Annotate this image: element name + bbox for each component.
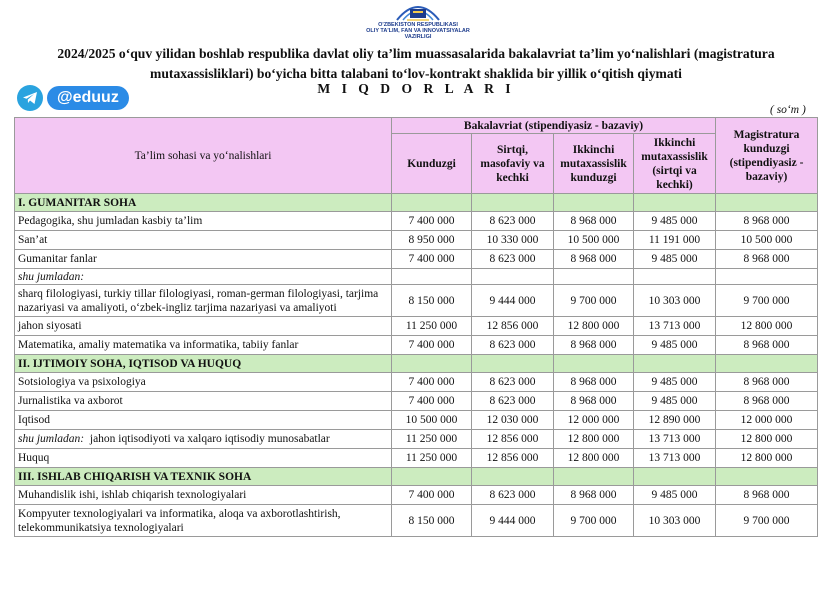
cell-kunduzgi: 7 400 000 [392, 336, 472, 355]
row-name: Kompyuter texnologiyalari va informatika, aloqa va axborotlashtirish, telekommunikatsiya texnologiyalari [15, 505, 392, 537]
header-magistr: Magistratura kunduzgi (stipendiyasiz - bazaviy) [716, 118, 818, 194]
row-name: sharq filologiyasi, turkiy tillar filologiyasi, roman-german filologiyasi, tarjima nazariyasi va amaliyoti, o‘zbek-ingliz tarjima nazariyasi va amaliyoti [15, 285, 392, 317]
cell-magistr: 8 968 000 [716, 212, 818, 231]
ministry-logo [383, 0, 453, 22]
row-name: shu jumladan: [15, 269, 392, 285]
ministry-name-line-3: VAZIRLIGI [404, 34, 432, 40]
cell-magistr: 12 800 000 [716, 449, 818, 468]
cell-magistr: 12 800 000 [716, 430, 818, 449]
cell-kunduzgi: 11 250 000 [392, 430, 472, 449]
cell-kunduzgi: 8 150 000 [392, 285, 472, 317]
cell-ikkinchi-sirtqi: 9 485 000 [634, 212, 716, 231]
row-name: jahon siyosati [15, 317, 392, 336]
cell-ikkinchi-kunduzgi: 12 000 000 [554, 411, 634, 430]
row-name: Gumanitar fanlar [15, 250, 392, 269]
row-name: Sotsiologiya va psixologiya [15, 373, 392, 392]
section-row [15, 468, 818, 486]
ministry-name-line-1: O'ZBEKISTON RESPUBLIKASI [378, 22, 458, 28]
cell-magistr: 9 700 000 [716, 505, 818, 537]
cell-ikkinchi-sirtqi: 10 303 000 [634, 505, 716, 537]
table-row [15, 231, 818, 250]
cell-sirtqi: 9 444 000 [472, 505, 554, 537]
cell-kunduzgi: 7 400 000 [392, 392, 472, 411]
ministry-name-line-2: OLIY TA'LIM, FAN VA INNOVATSIYALAR [366, 28, 470, 34]
document-subtitle: M I Q D O R L A R I [317, 81, 515, 96]
cell-ikkinchi-kunduzgi: 8 968 000 [554, 336, 634, 355]
cell-sirtqi: 8 623 000 [472, 250, 554, 269]
cell-ikkinchi-kunduzgi: 12 800 000 [554, 430, 634, 449]
header-field: Ta’lim sohasi va yo‘nalishlari [15, 118, 392, 194]
cell-ikkinchi-kunduzgi: 8 968 000 [554, 373, 634, 392]
table-row [15, 269, 818, 285]
section-title: I. GUMANITAR SOHA [15, 194, 392, 212]
cell-sirtqi: 10 330 000 [472, 231, 554, 250]
row-name: Huquq [15, 449, 392, 468]
cell-kunduzgi: 8 150 000 [392, 505, 472, 537]
table-row [15, 430, 818, 449]
cell-sirtqi: 12 030 000 [472, 411, 554, 430]
row-prefix: shu jumladan: [18, 433, 85, 445]
header-ikkinchi-sirtqi: Ikkinchi mutaxassislik (sirtqi va kechki) [634, 134, 716, 194]
row-name [15, 430, 392, 449]
telegram-badge[interactable] [17, 84, 129, 111]
cell-ikkinchi-sirtqi: 9 485 000 [634, 392, 716, 411]
table-row [15, 317, 818, 336]
table-row [15, 486, 818, 505]
telegram-icon [17, 85, 43, 111]
cell-kunduzgi: 11 250 000 [392, 449, 472, 468]
cell-kunduzgi: 7 400 000 [392, 373, 472, 392]
cell-sirtqi: 8 623 000 [472, 392, 554, 411]
cell-magistr: 8 968 000 [716, 486, 818, 505]
row-name: San’at [15, 231, 392, 250]
table-row [15, 336, 818, 355]
cell-kunduzgi: 7 400 000 [392, 212, 472, 231]
title-line-2: mutaxassisliklari) bo‘yicha bitta talabani to‘lov-kontrakt shaklida bir yillik o‘qitish qiymati [150, 66, 682, 81]
title-line-1: 2024/2025 o‘quv yilidan boshlab respublika davlat oliy ta’lim muassasalarida bakalavriat ta’lim yo‘nalishlari (magistratura [57, 46, 775, 61]
cell-kunduzgi: 7 400 000 [392, 250, 472, 269]
cell-kunduzgi: 11 250 000 [392, 317, 472, 336]
header-kunduzgi: Kunduzgi [392, 134, 472, 194]
row-name: Pedagogika, shu jumladan kasbiy ta’lim [15, 212, 392, 231]
cell-ikkinchi-sirtqi: 10 303 000 [634, 285, 716, 317]
cell-ikkinchi-sirtqi: 13 713 000 [634, 449, 716, 468]
cell-magistr: 10 500 000 [716, 231, 818, 250]
section-title: III. ISHLAB CHIQARISH VA TEXNIK SOHA [15, 468, 392, 486]
row-name: Jurnalistika va axborot [15, 392, 392, 411]
cell-sirtqi: 8 623 000 [472, 373, 554, 392]
cell-ikkinchi-sirtqi: 11 191 000 [634, 231, 716, 250]
cell-kunduzgi: 10 500 000 [392, 411, 472, 430]
cell-ikkinchi-kunduzgi: 8 968 000 [554, 250, 634, 269]
cell-ikkinchi-kunduzgi: 9 700 000 [554, 285, 634, 317]
section-row [15, 194, 818, 212]
cell-sirtqi: 12 856 000 [472, 317, 554, 336]
table-row [15, 392, 818, 411]
table-row [15, 505, 818, 537]
cell-magistr: 12 000 000 [716, 411, 818, 430]
cell-magistr: 8 968 000 [716, 250, 818, 269]
cell-ikkinchi-sirtqi: 9 485 000 [634, 486, 716, 505]
cell-sirtqi: 12 856 000 [472, 449, 554, 468]
cell-ikkinchi-kunduzgi: 8 968 000 [554, 212, 634, 231]
cell-sirtqi: 9 444 000 [472, 285, 554, 317]
cell-kunduzgi: 8 950 000 [392, 231, 472, 250]
ministry-name [330, 22, 506, 40]
section-row [15, 355, 818, 373]
tuition-table [14, 117, 818, 537]
cell-ikkinchi-sirtqi: 13 713 000 [634, 430, 716, 449]
cell-ikkinchi-sirtqi: 9 485 000 [634, 250, 716, 269]
cell-sirtqi: 8 623 000 [472, 336, 554, 355]
cell-sirtqi: 12 856 000 [472, 430, 554, 449]
row-name: Iqtisod [15, 411, 392, 430]
header-sirtqi: Sirtqi, masofaviy va kechki [472, 134, 554, 194]
document-title [40, 44, 792, 84]
cell-ikkinchi-kunduzgi: 12 800 000 [554, 449, 634, 468]
cell-sirtqi: 8 623 000 [472, 486, 554, 505]
section-title: II. IJTIMOIY SOHA, IQTISOD VA HUQUQ [15, 355, 392, 373]
table-row [15, 373, 818, 392]
table-row [15, 285, 818, 317]
row-name-text: jahon iqtisodiyoti va xalqaro iqtisodiy munosabatlar [89, 433, 330, 445]
cell-ikkinchi-sirtqi: 9 485 000 [634, 373, 716, 392]
cell-ikkinchi-kunduzgi: 8 968 000 [554, 486, 634, 505]
row-name: Matematika, amaliy matematika va informatika, tabiiy fanlar [15, 336, 392, 355]
cell-kunduzgi: 7 400 000 [392, 486, 472, 505]
table-row [15, 449, 818, 468]
table-row [15, 212, 818, 231]
header-bachelor: Bakalavriat (stipendiyasiz - bazaviy) [392, 118, 716, 134]
table-row [15, 250, 818, 269]
currency-unit: ( so‘m ) [770, 104, 806, 116]
row-name: Muhandislik ishi, ishlab chiqarish texnologiyalari [15, 486, 392, 505]
cell-ikkinchi-sirtqi: 9 485 000 [634, 336, 716, 355]
cell-magistr: 8 968 000 [716, 336, 818, 355]
cell-magistr: 9 700 000 [716, 285, 818, 317]
cell-ikkinchi-sirtqi: 12 890 000 [634, 411, 716, 430]
channel-handle[interactable]: @eduuz [47, 86, 129, 110]
cell-ikkinchi-kunduzgi: 8 968 000 [554, 392, 634, 411]
cell-ikkinchi-kunduzgi: 12 800 000 [554, 317, 634, 336]
cell-ikkinchi-kunduzgi: 9 700 000 [554, 505, 634, 537]
header-ikkinchi-kunduzgi: Ikkinchi mutaxassislik kunduzgi [554, 134, 634, 194]
cell-sirtqi: 8 623 000 [472, 212, 554, 231]
cell-magistr: 8 968 000 [716, 392, 818, 411]
table-row [15, 411, 818, 430]
cell-ikkinchi-kunduzgi: 10 500 000 [554, 231, 634, 250]
cell-ikkinchi-sirtqi: 13 713 000 [634, 317, 716, 336]
cell-magistr: 8 968 000 [716, 373, 818, 392]
cell-magistr: 12 800 000 [716, 317, 818, 336]
